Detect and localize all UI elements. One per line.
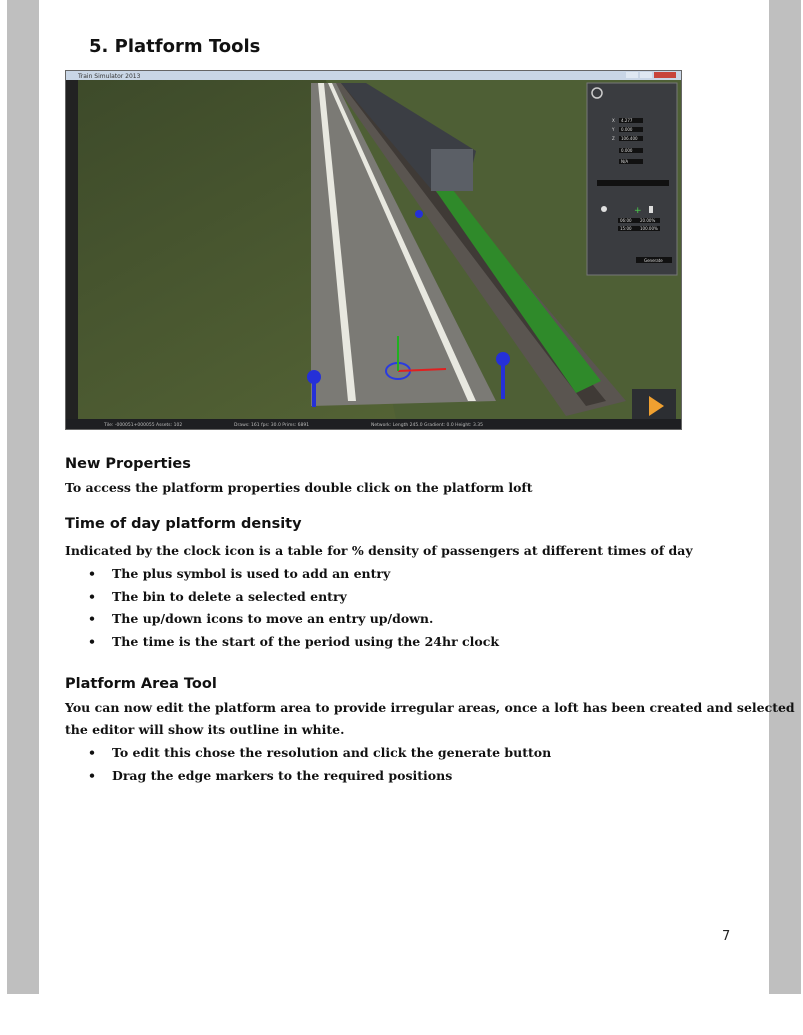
status-right: Network: Length 245.0 Gradient: 0.0 Height: 3.35 xyxy=(371,423,483,428)
list-item-text: The plus symbol is used to add an entry xyxy=(112,566,391,581)
generate-label: Generate xyxy=(644,258,663,263)
status-mid: Draws: 161 fps: 30.0 Prims: 6891 xyxy=(234,423,310,428)
minimize-icon[interactable] xyxy=(626,72,638,78)
status-left: Tile: -000051+000055 Assets: 102 xyxy=(104,423,183,428)
list-item-text: The up/down icons to move an entry up/down. xyxy=(112,611,434,626)
list-item: • To edit this chose the resolution and click the generate button xyxy=(88,745,552,760)
page-gutter-left xyxy=(7,0,39,994)
area-tool-line2: the editor will show its outline in white. xyxy=(65,722,345,737)
list-item: • The bin to delete a selected entry xyxy=(88,588,347,604)
list-item-text: Drag the edge markers to the required positions xyxy=(112,767,453,783)
window-titlebar xyxy=(66,71,681,80)
density-percent: 100.00% xyxy=(640,226,658,231)
plus-icon[interactable]: + xyxy=(634,206,642,216)
window-title: Train Simulator 2013 xyxy=(78,73,141,80)
train-rear xyxy=(431,149,473,191)
field-height-value: 0.000 xyxy=(621,148,633,153)
density-percent: 20.00% xyxy=(640,218,656,223)
left-toolstrip xyxy=(66,80,78,419)
list-item: • The plus symbol is used to add an entry xyxy=(88,566,391,581)
new-properties-text: To access the platform properties double click on the platform loft xyxy=(65,480,533,495)
list-item-text: The time is the start of the period using the 24hr clock xyxy=(112,633,499,649)
new-properties-heading: New Properties xyxy=(65,456,191,472)
area-tool-line1: You can now edit the platform area to provide irregular areas, once a loft has been created and selected xyxy=(65,700,795,715)
field-y-value: 0.000 xyxy=(621,127,633,132)
page-number: 7 xyxy=(722,929,731,944)
scene-illustration xyxy=(66,71,681,429)
name-field[interactable] xyxy=(597,180,669,186)
section-title: Platform Tools xyxy=(114,36,261,57)
density-bullet-list xyxy=(88,563,499,653)
field-x-value: 4.277 xyxy=(621,118,633,123)
field-x-label: X xyxy=(612,118,615,123)
bin-icon[interactable] xyxy=(649,206,653,213)
density-time: 06:00 xyxy=(620,218,632,223)
field-y-label: Y xyxy=(612,127,615,132)
density-intro: Indicated by the clock icon is a table for % density of passengers at different times of day xyxy=(65,543,693,558)
list-item: • The time is the start of the period using the 24hr clock xyxy=(88,633,499,649)
list-item: • Drag the edge markers to the required positions xyxy=(88,767,453,783)
list-item-text: To edit this chose the resolution and click the generate button xyxy=(112,745,552,760)
properties-panel xyxy=(587,83,677,275)
area-tool-bullet-list xyxy=(88,742,551,787)
list-item: • The up/down icons to move an entry up/down. xyxy=(88,611,434,626)
maximize-icon[interactable] xyxy=(640,72,652,78)
page-gutter-right xyxy=(769,0,801,994)
density-time: 15:00 xyxy=(620,226,632,231)
platform-editor-screenshot xyxy=(65,70,682,430)
list-item-text: The bin to delete a selected entry xyxy=(112,588,347,604)
field-na-value: N/A xyxy=(621,159,629,164)
edge-marker[interactable] xyxy=(415,210,423,218)
edge-marker-post xyxy=(501,359,505,399)
edge-marker-post xyxy=(312,377,316,407)
area-tool-heading: Platform Area Tool xyxy=(65,676,217,692)
density-heading: Time of day platform density xyxy=(65,516,302,532)
field-z-value: 106.400 xyxy=(621,136,638,141)
clock-icon xyxy=(601,206,607,212)
close-icon[interactable] xyxy=(654,72,676,78)
section-heading xyxy=(89,36,260,57)
field-z-label: Z xyxy=(612,136,615,141)
section-number: 5. xyxy=(89,36,109,57)
